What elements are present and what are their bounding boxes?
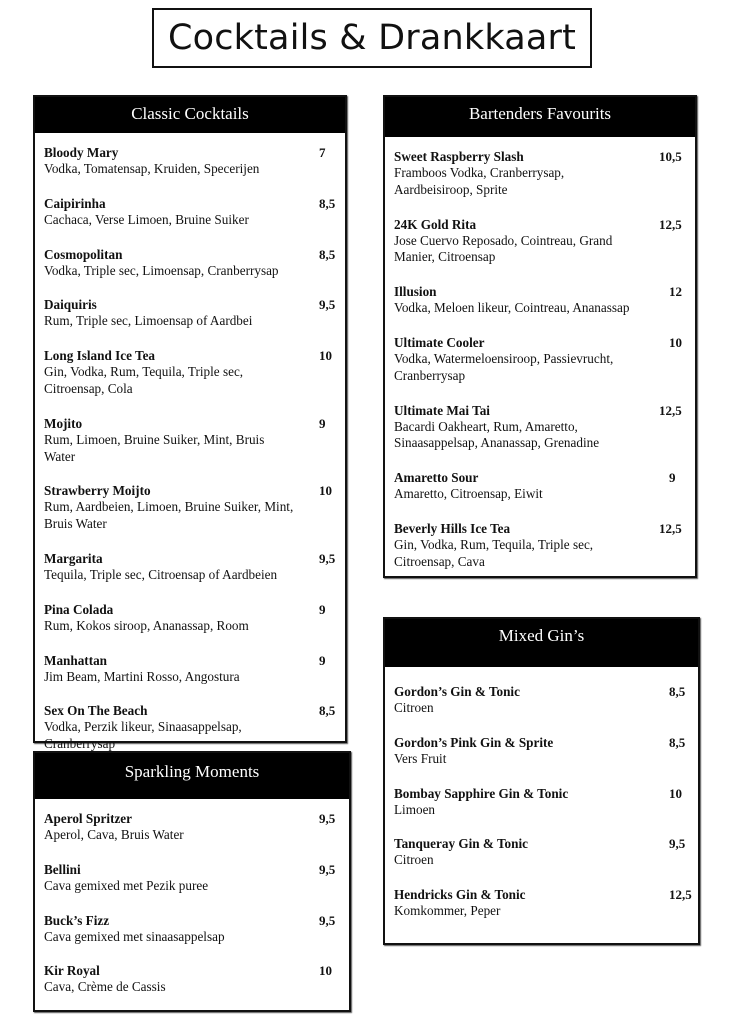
menu-item — [44, 144, 335, 178]
item-description: Rum, Aardbeien, Limoen, Bruine Suiker, Mint, Bruis Water — [44, 499, 294, 532]
item-price: 9,5 — [319, 811, 336, 826]
item-list — [35, 799, 349, 996]
menu-item — [394, 734, 688, 768]
item-name: Illusion — [394, 284, 437, 300]
item-price: 9,5 — [319, 912, 336, 928]
menu-item — [44, 550, 335, 584]
menu-item — [44, 861, 339, 895]
item-description: Gin, Vodka, Rum, Tequila, Triple sec, Citroensap, Cola — [44, 364, 244, 396]
item-name: Kir Royal — [44, 963, 100, 979]
item-price: 10 — [319, 348, 332, 364]
item-price: 12 — [669, 284, 682, 300]
item-price: 12,5 — [669, 887, 692, 903]
item-name: Caipirinha — [44, 195, 106, 211]
item-price: 9 — [669, 470, 676, 486]
item-list — [385, 137, 695, 571]
section-header: Classic Cocktails — [35, 97, 345, 133]
item-price: 10 — [319, 483, 332, 499]
item-name: Sex On The Beach — [44, 703, 148, 719]
menu-item — [44, 246, 335, 280]
item-price: 12,5 — [659, 216, 682, 232]
menu-item — [44, 962, 339, 996]
menu-item — [394, 334, 685, 385]
section-header: Sparkling Moments — [35, 753, 349, 799]
menu-item — [44, 912, 339, 946]
item-price: 8,5 — [669, 734, 686, 750]
item-price: 8,5 — [319, 246, 336, 262]
item-description: Cava gemixed met sinaasappelsap — [44, 928, 225, 944]
menu-item — [44, 810, 339, 844]
item-name: Gordon’s Gin & Tonic — [394, 684, 520, 699]
item-description: Cava gemixed met Pezik puree — [44, 877, 209, 893]
item-price: 8,5 — [669, 684, 686, 699]
item-name: Strawberry Moijto — [44, 483, 151, 499]
item-price: 10 — [669, 785, 682, 801]
item-price: 12,5 — [659, 520, 682, 536]
item-price: 8,5 — [319, 195, 336, 211]
item-price: 7 — [319, 145, 326, 160]
menu-item — [394, 785, 688, 819]
menu-item — [44, 296, 335, 330]
item-price: 9 — [319, 652, 326, 668]
item-description: Komkommer, Peper — [394, 903, 501, 919]
item-description: Framboos Vodka, Cranberrysap, Aardbeisiroop, Sprite — [394, 165, 565, 197]
item-price: 9,5 — [319, 861, 336, 877]
item-price: 9,5 — [319, 297, 336, 313]
item-name: Gordon’s Pink Gin & Sprite — [394, 734, 554, 750]
item-description: Citroen — [394, 700, 434, 715]
item-description: Vers Fruit — [394, 750, 447, 766]
section-bartenders-favourits — [383, 95, 697, 578]
item-description: Bacardi Oakheart, Rum, Amaretto, Sinaasappelsap, Ananassap, Grenadine — [394, 418, 600, 451]
item-name: Tanqueray Gin & Tonic — [394, 836, 528, 852]
menu-item — [394, 216, 685, 267]
item-name: Ultimate Cooler — [394, 334, 485, 350]
item-price: 9,5 — [669, 836, 686, 852]
section-header: Bartenders Favourits — [385, 97, 695, 137]
menu-item — [44, 601, 335, 635]
item-name: Bellini — [44, 861, 81, 877]
item-price: 9,5 — [319, 550, 336, 566]
item-description: Rum, Triple sec, Limoensap of Aardbei — [44, 313, 253, 329]
item-description: Rum, Kokos siroop, Ananassap, Room — [44, 617, 249, 633]
section-classic-cocktails — [33, 95, 347, 752]
menu-item — [394, 886, 692, 920]
item-name: Hendricks Gin & Tonic — [394, 887, 526, 903]
item-name: Buck’s Fizz — [44, 912, 110, 928]
item-description: Citroen — [394, 852, 434, 868]
item-name: Beverly Hills Ice Tea — [394, 520, 511, 536]
item-name: Manhattan — [44, 652, 108, 668]
menu-item — [394, 469, 685, 503]
item-name: Bloody Mary — [44, 145, 119, 160]
item-name: Sweet Raspberry Slash — [394, 149, 524, 164]
item-description: Aperol, Cava, Bruis Water — [44, 827, 184, 842]
item-description: Limoen — [394, 801, 436, 817]
item-name: Aperol Spritzer — [44, 811, 133, 826]
item-description: Rum, Limoen, Bruine Suiker, Mint, Bruis Water — [44, 431, 265, 464]
item-name: Ultimate Mai Tai — [394, 402, 490, 418]
menu-item — [44, 482, 335, 533]
item-name: Pina Colada — [44, 601, 114, 617]
item-description: Gin, Vodka, Rum, Tequila, Triple sec, Citroensap, Cava — [394, 536, 594, 569]
item-description: Cava, Crème de Cassis — [44, 979, 166, 995]
menu-title-box — [152, 8, 592, 68]
item-description: Vodka, Meloen likeur, Cointreau, Ananassap — [394, 300, 630, 316]
item-description: Tequila, Triple sec, Citroensap of Aardbeien — [44, 566, 278, 582]
item-name: Long Island Ice Tea — [44, 348, 156, 364]
item-price: 8,5 — [319, 703, 336, 719]
item-price: 9 — [319, 415, 326, 431]
item-price: 10 — [669, 334, 682, 350]
section-header: Mixed Gin’s — [385, 619, 698, 667]
item-name: Amaretto Sour — [394, 470, 479, 486]
item-name: Cosmopolitan — [44, 246, 123, 262]
item-price: 10,5 — [659, 149, 682, 164]
item-description: Jose Cuervo Reposado, Cointreau, Grand Manier, Citroensap — [394, 232, 613, 265]
item-list — [35, 133, 345, 753]
item-name: Margarita — [44, 550, 103, 566]
item-price: 12,5 — [659, 402, 682, 418]
item-description: Amaretto, Citroensap, Eiwit — [394, 486, 543, 502]
item-name: Mojito — [44, 415, 83, 431]
menu-item — [394, 148, 685, 199]
menu-item — [394, 683, 688, 717]
menu-item — [44, 347, 335, 398]
item-name: Bombay Sapphire Gin & Tonic — [394, 785, 569, 801]
item-price: 10 — [319, 963, 332, 979]
item-name: 24K Gold Rita — [394, 216, 477, 232]
menu-item — [44, 702, 335, 753]
item-description: Vodka, Watermeloensiroop, Passievrucht, Cranberrysap — [394, 350, 614, 383]
menu-item — [394, 402, 685, 453]
menu-item — [394, 835, 688, 869]
item-name: Daiquiris — [44, 297, 97, 313]
menu-item — [394, 283, 685, 317]
menu-item — [44, 652, 335, 686]
menu-item — [44, 415, 335, 466]
item-description: Vodka, Tomatensap, Kruiden, Specerijen — [44, 161, 260, 176]
item-description: Cachaca, Verse Limoen, Bruine Suiker — [44, 211, 249, 227]
section-sparkling-moments — [33, 751, 351, 1012]
menu-item — [44, 195, 335, 229]
section-mixed-gins — [383, 617, 700, 945]
item-price: 9 — [319, 601, 326, 617]
item-description: Vodka, Triple sec, Limoensap, Cranberrysap — [44, 262, 279, 278]
item-description: Vodka, Perzik likeur, Sinaasappelsap, Cranberrysap — [44, 719, 242, 752]
menu-item — [394, 520, 685, 571]
item-description: Jim Beam, Martini Rosso, Angostura — [44, 668, 240, 684]
item-list — [385, 667, 698, 920]
menu-title: Cocktails & Drankkaart — [167, 18, 577, 58]
